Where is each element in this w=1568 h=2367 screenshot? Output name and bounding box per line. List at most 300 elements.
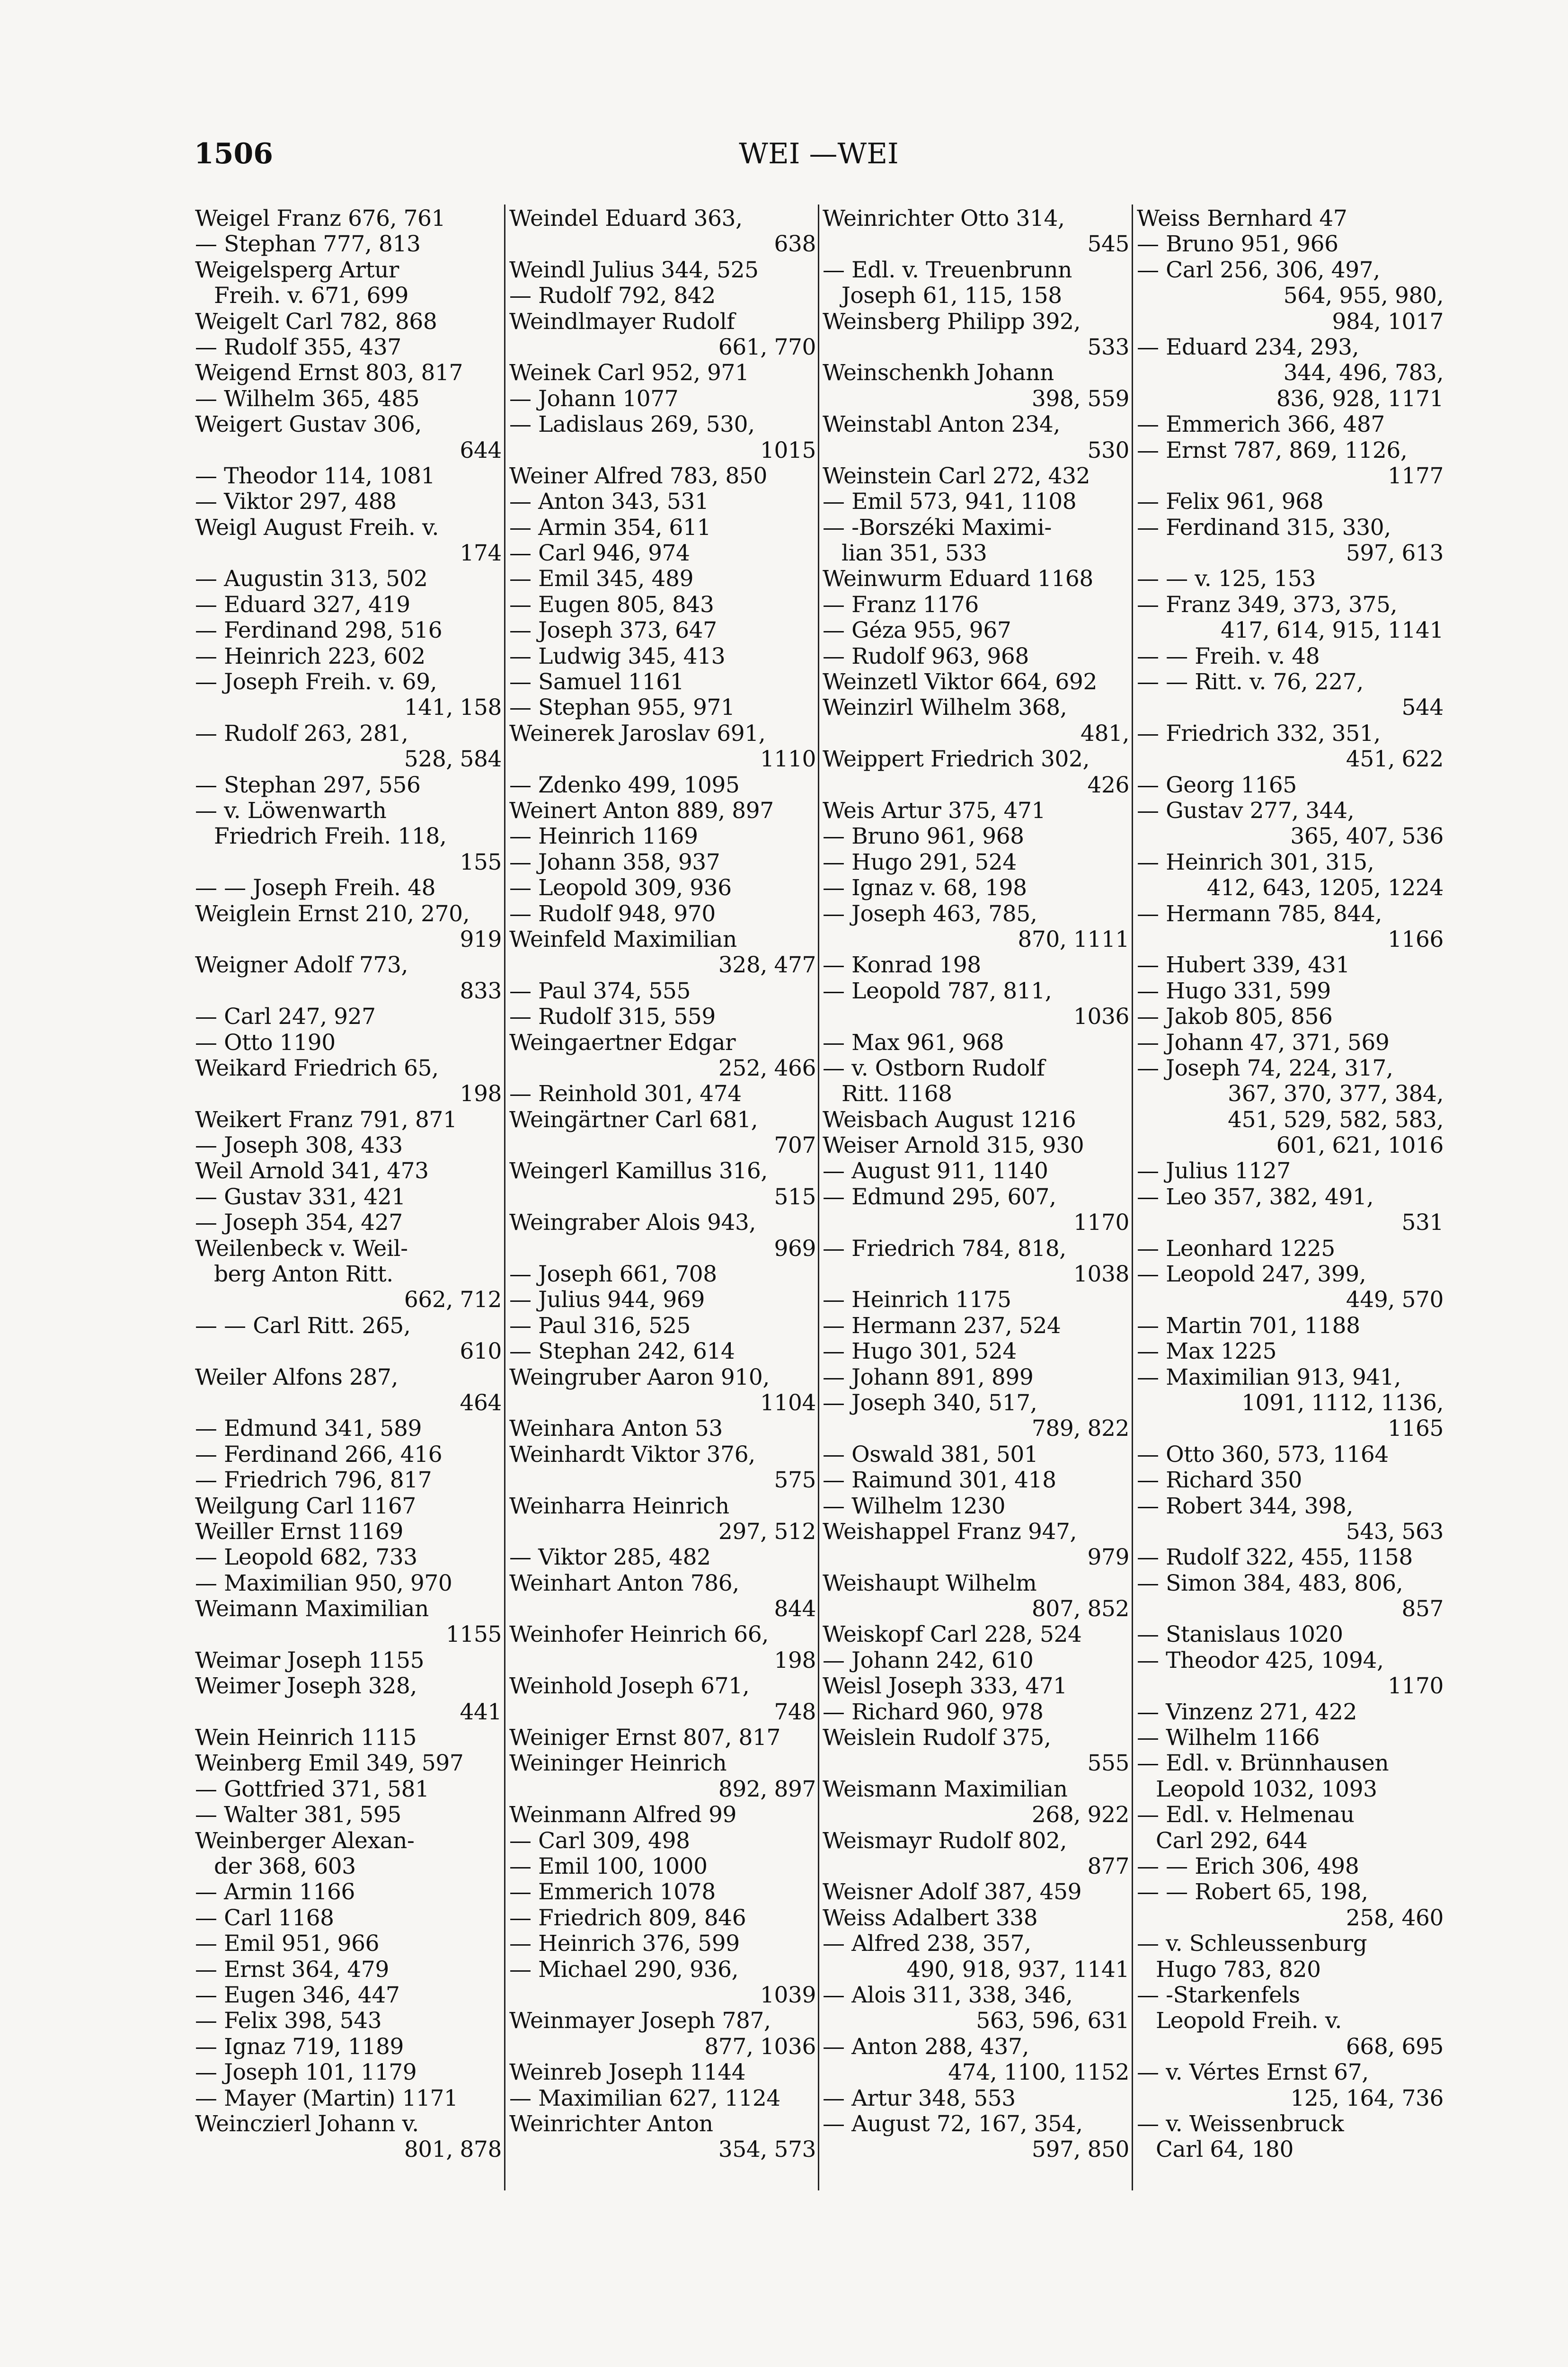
index-line: 449, 570 — [1346, 1287, 1444, 1313]
index-line: — Augustin 313, 502 — [195, 566, 428, 592]
index-line: — Ladislaus 269, 530, — [509, 412, 755, 438]
index-line: — Rudolf 963, 968 — [823, 643, 1029, 669]
index-line: Weinreb Joseph 1144 — [509, 2060, 746, 2086]
index-line: Weinhofer Heinrich 66, — [509, 1622, 769, 1648]
index-line: 662, 712 — [404, 1287, 502, 1313]
page-header — [194, 137, 1444, 175]
index-line: — v. Ostborn Rudolf — [823, 1055, 1045, 1081]
index-line: Weinsberg Philipp 392, — [823, 309, 1081, 335]
index-line: — Theodor 425, 1094, — [1137, 1647, 1384, 1673]
index-line: Weippert Friedrich 302, — [823, 747, 1090, 773]
index-line: — Heinrich 301, 315, — [1137, 849, 1374, 875]
index-line: Friedrich Freih. 118, — [214, 824, 447, 850]
index-line: Weinert Anton 889, 897 — [509, 798, 774, 824]
index-line: 543, 563 — [1346, 1519, 1444, 1545]
index-line: — Stephan 777, 813 — [195, 231, 421, 258]
index-line: 601, 621, 1016 — [1276, 1133, 1444, 1159]
index-line: 844 — [774, 1596, 816, 1622]
index-line: Weinhold Joseph 671, — [509, 1673, 750, 1700]
index-line: Weimar Joseph 1155 — [195, 1647, 425, 1673]
index-line: 297, 512 — [718, 1519, 816, 1545]
index-line: Weinmayer Joseph 787, — [509, 2008, 771, 2034]
index-line: berg Anton Ritt. — [214, 1262, 393, 1288]
index-line: Weigner Adolf 773, — [195, 952, 408, 979]
index-line: — Edl. v. Helmenau — [1137, 1802, 1355, 1828]
index-line: — Paul 374, 555 — [509, 978, 691, 1004]
index-line: — Gottfried 371, 581 — [195, 1776, 429, 1802]
index-line: Leopold 1032, 1093 — [1156, 1776, 1377, 1802]
index-line: Weilenbeck v. Weil- — [195, 1236, 408, 1262]
index-line: — -Borszéki Maximi- — [823, 515, 1052, 541]
index-line: — Armin 1166 — [195, 1879, 355, 1905]
index-line: 451, 622 — [1346, 747, 1444, 773]
index-line: Weinstabl Anton 234, — [823, 412, 1060, 438]
index-line: 531 — [1401, 1210, 1444, 1236]
index-line: 1170 — [1387, 1673, 1444, 1700]
index-line: — Ludwig 345, 413 — [509, 643, 726, 669]
index-line: — Ferdinand 266, 416 — [195, 1442, 443, 1468]
index-line: 515 — [774, 1184, 816, 1210]
index-line: lian 351, 533 — [842, 541, 987, 567]
index-line: 328, 477 — [718, 952, 816, 979]
index-line: Weiglein Ernst 210, 270, — [195, 901, 470, 927]
index-line: — Stephan 242, 614 — [509, 1339, 735, 1365]
index-line: — Stephan 955, 971 — [509, 695, 735, 721]
index-line: Weismann Maximilian — [823, 1776, 1068, 1802]
index-line: Weingärtner Carl 681, — [509, 1107, 758, 1133]
index-line: Weishaupt Wilhelm — [823, 1570, 1037, 1596]
index-line: Weikard Friedrich 65, — [195, 1055, 439, 1081]
index-line: — Edl. v. Treuenbrunn — [823, 257, 1072, 283]
index-line: 801, 878 — [404, 2137, 502, 2163]
index-line: — Ferdinand 315, 330, — [1137, 515, 1391, 541]
running-title: WEI —WEI — [739, 137, 899, 170]
index-line: Weimann Maximilian — [195, 1596, 429, 1622]
index-line: Weinschenkh Johann — [823, 360, 1054, 386]
index-line: Weindl Julius 344, 525 — [509, 257, 759, 283]
index-line: — Eugen 346, 447 — [195, 1982, 400, 2008]
index-line: 481, — [1080, 721, 1129, 747]
index-line: — — Erich 306, 498 — [1137, 1854, 1359, 1879]
index-line: — Alfred 238, 357, — [823, 1931, 1031, 1957]
index-line: Weiskopf Carl 228, 524 — [823, 1622, 1082, 1648]
index-line: — — Freih. v. 48 — [1137, 643, 1320, 669]
index-column-1 — [195, 206, 502, 2194]
index-line: — Leonhard 1225 — [1137, 1236, 1335, 1262]
index-line: Weindel Eduard 363, — [509, 206, 743, 231]
index-line: — Julius 1127 — [1137, 1158, 1291, 1184]
index-line: 1104 — [760, 1390, 816, 1416]
index-line: Ritt. 1168 — [842, 1081, 952, 1107]
index-line: 533 — [1087, 334, 1129, 360]
index-line: 451, 529, 582, 583, — [1228, 1107, 1444, 1133]
index-line: — Emil 345, 489 — [509, 566, 694, 592]
index-line: — Johann 1077 — [509, 386, 679, 412]
index-line: — Friedrich 809, 846 — [509, 1905, 746, 1931]
index-line: — Bruno 961, 968 — [823, 824, 1024, 850]
index-line: — Ignaz v. 68, 198 — [823, 875, 1027, 901]
index-line: 644 — [460, 437, 502, 463]
index-line: — Samuel 1161 — [509, 669, 684, 695]
index-line: Weisner Adolf 387, 459 — [823, 1879, 1082, 1905]
index-line: Weinhart Anton 786, — [509, 1570, 739, 1596]
index-column-4 — [1137, 206, 1444, 2194]
index-line: — Emil 100, 1000 — [509, 1854, 708, 1879]
index-line: — Edl. v. Brünnhausen — [1137, 1751, 1389, 1777]
index-line: 638 — [774, 231, 816, 258]
index-line: Weinzetl Viktor 664, 692 — [823, 669, 1097, 695]
index-line: — Carl 1168 — [195, 1905, 334, 1931]
index-line: Weil Arnold 341, 473 — [195, 1158, 429, 1184]
index-line: — Wilhelm 1230 — [823, 1493, 1006, 1519]
index-line: 870, 1111 — [1018, 926, 1129, 952]
index-column-2 — [509, 206, 816, 2194]
index-line: 464 — [460, 1390, 502, 1416]
index-line: — Felix 961, 968 — [1137, 489, 1324, 515]
index-line: 984, 1017 — [1332, 309, 1444, 335]
index-line: 344, 496, 783, — [1283, 360, 1444, 386]
index-line: — Carl 946, 974 — [509, 541, 690, 567]
index-line: — Emmerich 1078 — [509, 1879, 716, 1905]
index-line: Weinhara Anton 53 — [509, 1416, 723, 1442]
index-line: 836, 928, 1171 — [1276, 386, 1444, 412]
index-line: Weishappel Franz 947, — [823, 1519, 1077, 1545]
index-line: Weilgung Carl 1167 — [195, 1493, 416, 1519]
index-line: 1091, 1112, 1136, — [1241, 1390, 1444, 1416]
index-line: 979 — [1087, 1545, 1129, 1571]
index-line: Weinrichter Otto 314, — [823, 206, 1065, 231]
index-line: — Martin 701, 1188 — [1137, 1313, 1360, 1339]
index-line: Weinberg Emil 349, 597 — [195, 1751, 464, 1777]
index-line: 877 — [1087, 1854, 1129, 1879]
index-line: — Wilhelm 1166 — [1137, 1725, 1320, 1751]
index-line: Weinharra Heinrich — [509, 1493, 729, 1519]
index-line: — Hugo 291, 524 — [823, 849, 1017, 875]
index-line: 528, 584 — [404, 747, 502, 773]
index-line: — Carl 256, 306, 497, — [1137, 257, 1380, 283]
index-line: 610 — [460, 1339, 502, 1365]
index-line: — Joseph 354, 427 — [195, 1210, 403, 1236]
index-line: — Joseph Freih. v. 69, — [195, 669, 437, 695]
index-line: — Raimund 301, 418 — [823, 1468, 1056, 1494]
index-line: der 368, 603 — [214, 1854, 356, 1879]
index-line: Weinrichter Anton — [509, 2111, 713, 2137]
index-line: Weigel Franz 676, 761 — [195, 206, 446, 231]
index-line: — Leopold 247, 399, — [1137, 1262, 1366, 1288]
index-line: — Edmund 295, 607, — [823, 1184, 1056, 1210]
index-line: — Joseph 373, 647 — [509, 618, 717, 644]
index-line: — -Starkenfels — [1137, 1982, 1300, 2008]
index-line: — Leopold 682, 733 — [195, 1545, 417, 1571]
index-line: 1170 — [1073, 1210, 1129, 1236]
index-line: — Franz 349, 373, 375, — [1137, 592, 1398, 618]
index-line: — Heinrich 1175 — [823, 1287, 1011, 1313]
index-line: — Friedrich 796, 817 — [195, 1468, 432, 1494]
index-line: 1015 — [760, 437, 816, 463]
index-line: 398, 559 — [1031, 386, 1129, 412]
index-line: — Konrad 198 — [823, 952, 981, 979]
index-line: — Emmerich 366, 487 — [1137, 412, 1385, 438]
index-line: — Leo 357, 382, 491, — [1137, 1184, 1374, 1210]
index-line: 707 — [774, 1133, 816, 1159]
index-line: — Joseph 340, 517, — [823, 1390, 1037, 1416]
index-line: — Eugen 805, 843 — [509, 592, 714, 618]
index-line: 892, 897 — [718, 1776, 816, 1802]
index-line: 563, 596, 631 — [976, 2008, 1129, 2034]
index-line: — v. Löwenwarth — [195, 798, 387, 824]
index-line: Weiss Adalbert 338 — [823, 1905, 1038, 1931]
index-line: Weigert Gustav 306, — [195, 412, 422, 438]
index-line: — Max 1225 — [1137, 1339, 1277, 1365]
index-line: 545 — [1087, 231, 1129, 258]
index-line: 555 — [1087, 1751, 1129, 1777]
index-line: Freih. v. 671, 699 — [214, 283, 409, 309]
index-line: — Ferdinand 298, 516 — [195, 618, 443, 644]
index-line: Weiner Alfred 783, 850 — [509, 463, 767, 489]
index-line: Weinczierl Johann v. — [195, 2111, 419, 2137]
index-line: — Gustav 277, 344, — [1137, 798, 1355, 824]
index-line: 544 — [1401, 695, 1444, 721]
index-line: — Julius 944, 969 — [509, 1287, 705, 1313]
index-line: Weindlmayer Rudolf — [509, 309, 735, 335]
index-line: Weimer Joseph 328, — [195, 1673, 417, 1700]
index-line: — Vinzenz 271, 422 — [1137, 1699, 1357, 1725]
index-line: — Ernst 364, 479 — [195, 1957, 389, 1983]
index-line: — Simon 384, 483, 806, — [1137, 1570, 1403, 1596]
index-line: — Joseph 74, 224, 317, — [1137, 1055, 1393, 1081]
index-line: — Robert 344, 398, — [1137, 1493, 1353, 1519]
index-line: 575 — [774, 1468, 816, 1494]
index-line: 441 — [460, 1699, 502, 1725]
index-line: Hugo 783, 820 — [1156, 1957, 1321, 1983]
index-line: 748 — [774, 1699, 816, 1725]
index-line: — Stephan 297, 556 — [195, 772, 421, 798]
index-line: Weis Artur 375, 471 — [823, 798, 1046, 824]
index-line: — — Carl Ritt. 265, — [195, 1313, 411, 1339]
index-line: — Carl 247, 927 — [195, 1004, 376, 1030]
index-line: Weinzirl Wilhelm 368, — [823, 695, 1067, 721]
index-line: — Friedrich 784, 818, — [823, 1236, 1066, 1262]
index-line: 268, 922 — [1031, 1802, 1129, 1828]
index-line: — — Joseph Freih. 48 — [195, 875, 436, 901]
index-line: — Max 961, 968 — [823, 1030, 1004, 1056]
index-line: 1166 — [1387, 926, 1444, 952]
index-line: 198 — [460, 1081, 502, 1107]
index-line: 1038 — [1073, 1262, 1129, 1288]
index-line: Carl 292, 644 — [1156, 1828, 1308, 1854]
index-line: 969 — [774, 1236, 816, 1262]
index-line: Weiler Alfons 287, — [195, 1364, 399, 1390]
index-line: Weinberger Alexan- — [195, 1828, 415, 1854]
index-line: — Alois 311, 338, 346, — [823, 1982, 1073, 2008]
index-line: 597, 850 — [1031, 2137, 1129, 2163]
index-line: 597, 613 — [1346, 541, 1444, 567]
index-line: — v. Weissenbruck — [1137, 2111, 1344, 2137]
index-line: Weinek Carl 952, 971 — [509, 360, 749, 386]
index-line: — Walter 381, 595 — [195, 1802, 401, 1828]
index-line: Weisl Joseph 333, 471 — [823, 1673, 1067, 1700]
index-line: 252, 466 — [718, 1055, 816, 1081]
index-line: Weislein Rudolf 375, — [823, 1725, 1051, 1751]
index-line: — Johann 47, 371, 569 — [1137, 1030, 1390, 1056]
index-line: Weismayr Rudolf 802, — [823, 1828, 1067, 1854]
index-line: — Oswald 381, 501 — [823, 1442, 1038, 1468]
index-line: 1165 — [1387, 1416, 1444, 1442]
index-line: — Maximilian 627, 1124 — [509, 2085, 780, 2111]
index-line: 1177 — [1387, 463, 1444, 489]
index-line: — Ernst 787, 869, 1126, — [1137, 437, 1408, 463]
index-line: 530 — [1087, 437, 1129, 463]
index-line: — Stanislaus 1020 — [1137, 1622, 1343, 1648]
index-line: — Bruno 951, 966 — [1137, 231, 1338, 258]
index-line: 426 — [1087, 772, 1129, 798]
index-line: — Edmund 341, 589 — [195, 1416, 422, 1442]
index-line: Weinmann Alfred 99 — [509, 1802, 736, 1828]
index-line: — Johann 358, 937 — [509, 849, 720, 875]
index-line: — Felix 398, 543 — [195, 2008, 382, 2034]
index-line: — Emil 573, 941, 1108 — [823, 489, 1077, 515]
index-line: 661, 770 — [718, 334, 816, 360]
index-line: — Eduard 234, 293, — [1137, 334, 1359, 360]
index-line: — Rudolf 315, 559 — [509, 1004, 716, 1030]
index-line: — Maximilian 913, 941, — [1137, 1364, 1401, 1390]
index-line: — — Robert 65, 198, — [1137, 1879, 1368, 1905]
index-line: 365, 407, 536 — [1290, 824, 1444, 850]
index-line: — Theodor 114, 1081 — [195, 463, 435, 489]
index-line: — Hermann 237, 524 — [823, 1313, 1061, 1339]
index-line: 1110 — [760, 747, 816, 773]
index-line: — Rudolf 263, 281, — [195, 721, 408, 747]
index-line: — Friedrich 332, 351, — [1137, 721, 1381, 747]
index-line: — — Ritt. v. 76, 227, — [1137, 669, 1364, 695]
index-line: Weigelt Carl 782, 868 — [195, 309, 437, 335]
index-line: — Joseph 661, 708 — [509, 1262, 717, 1288]
index-line: — Leopold 787, 811, — [823, 978, 1052, 1004]
index-line: — Joseph 463, 785, — [823, 901, 1037, 927]
index-line: 564, 955, 980, — [1283, 283, 1444, 309]
index-line: 125, 164, 736 — [1290, 2085, 1444, 2111]
index-line: — Anton 343, 531 — [509, 489, 709, 515]
index-line: — Hugo 301, 524 — [823, 1339, 1017, 1365]
index-line: — Leopold 309, 936 — [509, 875, 732, 901]
index-line: — v. Schleussenburg — [1137, 1931, 1367, 1957]
index-line: — Jakob 805, 856 — [1137, 1004, 1333, 1030]
index-line: 833 — [460, 978, 502, 1004]
index-line: — Eduard 327, 419 — [195, 592, 410, 618]
index-line: Wein Heinrich 1115 — [195, 1725, 417, 1751]
index-line: Joseph 61, 115, 158 — [842, 283, 1062, 309]
index-line: — Wilhelm 365, 485 — [195, 386, 420, 412]
index-line: — Viktor 297, 488 — [195, 489, 397, 515]
index-line: 155 — [460, 849, 502, 875]
index-line: — Richard 960, 978 — [823, 1699, 1044, 1725]
index-line: Leopold Freih. v. — [1156, 2008, 1342, 2034]
index-line: Weikert Franz 791, 871 — [195, 1107, 457, 1133]
index-line: — Johann 891, 899 — [823, 1364, 1034, 1390]
index-line: — Artur 348, 553 — [823, 2085, 1016, 2111]
index-line: Weigl August Freih. v. — [195, 515, 439, 541]
index-line: — Gustav 331, 421 — [195, 1184, 406, 1210]
index-line: 1036 — [1073, 1004, 1129, 1030]
index-line: — v. Vértes Ernst 67, — [1137, 2060, 1369, 2086]
index-line: Weisbach August 1216 — [823, 1107, 1076, 1133]
index-line: 367, 370, 377, 384, — [1228, 1081, 1444, 1107]
index-line: 258, 460 — [1346, 1905, 1444, 1931]
index-line: — Carl 309, 498 — [509, 1828, 690, 1854]
index-line: — Ignaz 719, 1189 — [195, 2034, 404, 2060]
index-line: 857 — [1401, 1596, 1444, 1622]
index-line: — Rudolf 322, 455, 1158 — [1137, 1545, 1413, 1571]
page-number: 1506 — [194, 137, 273, 170]
index-line: Weiser Arnold 315, 930 — [823, 1133, 1084, 1159]
index-line: Weiller Ernst 1169 — [195, 1519, 404, 1545]
index-line: — Maximilian 950, 970 — [195, 1570, 452, 1596]
index-line: — Joseph 101, 1179 — [195, 2060, 417, 2086]
index-line: 1039 — [760, 1982, 816, 2008]
index-line: Weigelsperg Artur — [195, 257, 399, 283]
index-line: — Heinrich 376, 599 — [509, 1931, 740, 1957]
index-line: Weingraber Alois 943, — [509, 1210, 756, 1236]
index-line: — Heinrich 223, 602 — [195, 643, 425, 669]
index-line: — Joseph 308, 433 — [195, 1133, 403, 1159]
index-line: — Michael 290, 936, — [509, 1957, 739, 1983]
index-line: 474, 1100, 1152 — [948, 2060, 1129, 2086]
index-line: 490, 918, 937, 1141 — [906, 1957, 1129, 1983]
index-line: — Hubert 339, 431 — [1137, 952, 1350, 979]
index-line: Weinstein Carl 272, 432 — [823, 463, 1090, 489]
index-line: 198 — [774, 1647, 816, 1673]
index-line: — Anton 288, 437, — [823, 2034, 1029, 2060]
index-line: — Géza 955, 967 — [823, 618, 1011, 644]
index-line: — Paul 316, 525 — [509, 1313, 691, 1339]
index-line: Weinhardt Viktor 376, — [509, 1442, 755, 1468]
index-line: Weingerl Kamillus 316, — [509, 1158, 768, 1184]
index-line: — Heinrich 1169 — [509, 824, 698, 850]
index-line: 789, 822 — [1031, 1416, 1129, 1442]
index-line: — Armin 354, 611 — [509, 515, 711, 541]
index-line: Weiniger Ernst 807, 817 — [509, 1725, 781, 1751]
index-line: Weingaertner Edgar — [509, 1030, 736, 1056]
index-line: Weinwurm Eduard 1168 — [823, 566, 1093, 592]
index-line: — Emil 951, 966 — [195, 1931, 380, 1957]
index-line: 668, 695 — [1346, 2034, 1444, 2060]
index-line: 354, 573 — [718, 2137, 816, 2163]
index-line: — August 911, 1140 — [823, 1158, 1048, 1184]
index-line: — Rudolf 948, 970 — [509, 901, 716, 927]
name-index — [195, 206, 1444, 2194]
index-line: — Richard 350 — [1137, 1468, 1302, 1494]
index-line: Weinerek Jaroslav 691, — [509, 721, 766, 747]
index-line: — Hugo 331, 599 — [1137, 978, 1331, 1004]
index-line: — Rudolf 792, 842 — [509, 283, 716, 309]
index-line: Weigend Ernst 803, 817 — [195, 360, 463, 386]
index-line: 877, 1036 — [704, 2034, 816, 2060]
index-line: — — v. 125, 153 — [1137, 566, 1316, 592]
index-line: — August 72, 167, 354, — [823, 2111, 1083, 2137]
index-line: Weinfeld Maximilian — [509, 926, 737, 952]
index-column-3 — [823, 206, 1129, 2194]
index-line: — Rudolf 355, 437 — [195, 334, 401, 360]
index-line: Weingruber Aaron 910, — [509, 1364, 770, 1390]
index-line: — Otto 1190 — [195, 1030, 336, 1056]
index-line: — Viktor 285, 482 — [509, 1545, 711, 1571]
index-line: — Zdenko 499, 1095 — [509, 772, 740, 798]
index-line: Weiss Bernhard 47 — [1137, 206, 1347, 231]
index-line: 807, 852 — [1031, 1596, 1129, 1622]
index-line: Carl 64, 180 — [1156, 2137, 1294, 2163]
index-line: Weininger Heinrich — [509, 1751, 727, 1777]
index-line: — Franz 1176 — [823, 592, 979, 618]
